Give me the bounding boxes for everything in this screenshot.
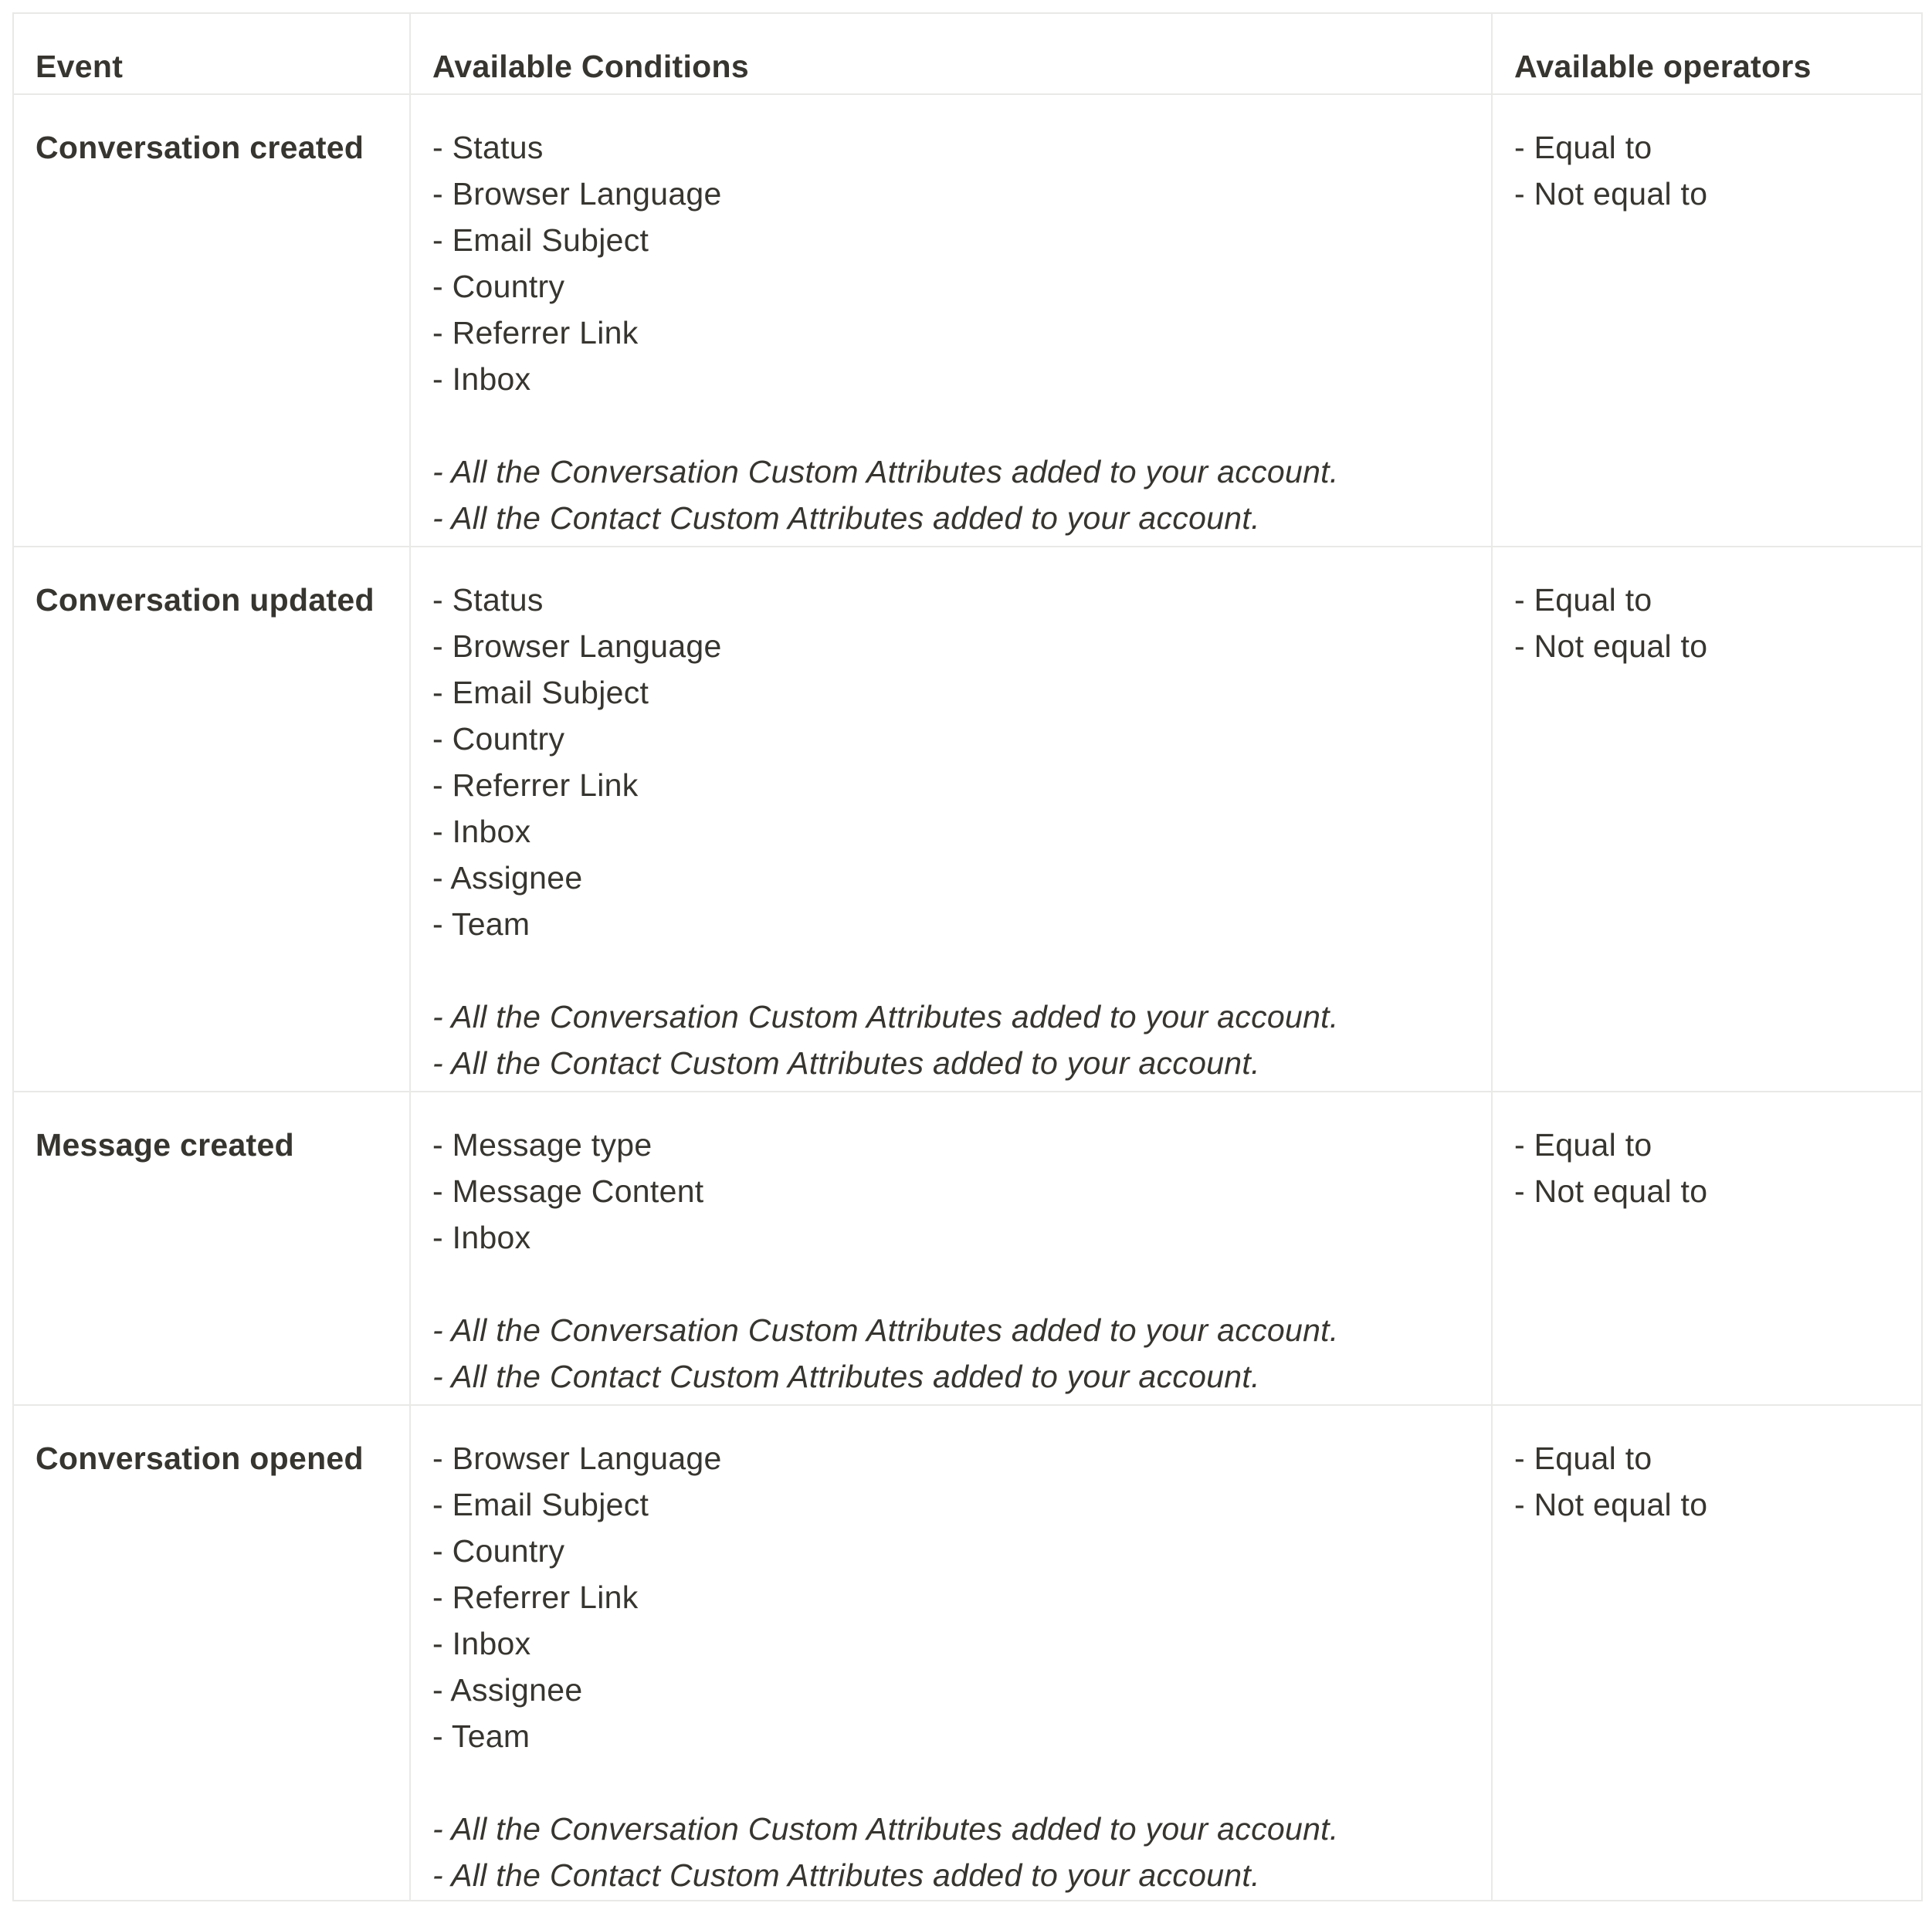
event-cell: Conversation created [14, 95, 411, 547]
condition-item: - Inbox [432, 361, 531, 397]
operator-item: - Equal to [1514, 1127, 1652, 1163]
automation-conditions-table [12, 12, 1923, 1901]
condition-item: - Inbox [432, 1626, 531, 1661]
condition-item: - Email Subject [432, 1487, 649, 1522]
spacer [432, 402, 1469, 449]
operators-cell [1493, 1406, 1921, 1900]
condition-item: - Team [432, 1718, 530, 1754]
condition-item: - Assignee [432, 1672, 583, 1708]
condition-item: - Email Subject [432, 675, 649, 710]
condition-item: - Status [432, 130, 544, 165]
conditions-cell [411, 1406, 1493, 1900]
condition-item: - Email Subject [432, 222, 649, 258]
operator-item: - Equal to [1514, 1441, 1652, 1476]
condition-item: - Referrer Link [432, 1579, 639, 1615]
operator-item: - Equal to [1514, 130, 1652, 165]
operator-item: - Not equal to [1514, 628, 1708, 664]
condition-item: - Team [432, 906, 530, 942]
operators-cell [1493, 547, 1921, 1092]
conditions-cell [411, 547, 1493, 1092]
condition-item: - Message type [432, 1127, 652, 1163]
operators-cell [1493, 1092, 1921, 1406]
header-available-operators: Available operators [1493, 14, 1921, 95]
condition-item: - Inbox [432, 1220, 531, 1255]
custom-attribute-note: - All the Contact Custom Attributes added to your account. [432, 500, 1260, 536]
condition-item: - Browser Language [432, 1441, 722, 1476]
custom-attribute-note: - All the Conversation Custom Attributes added to your account. [432, 1811, 1339, 1847]
operator-item: - Not equal to [1514, 176, 1708, 212]
spacer [432, 947, 1469, 994]
condition-item: - Referrer Link [432, 315, 639, 350]
conditions-cell [411, 1092, 1493, 1406]
condition-item: - Country [432, 721, 565, 757]
operator-item: - Equal to [1514, 582, 1652, 618]
custom-attribute-note: - All the Contact Custom Attributes added to your account. [432, 1045, 1260, 1081]
header-available-conditions: Available Conditions [411, 14, 1493, 95]
condition-item: - Country [432, 269, 565, 304]
header-event: Event [14, 14, 411, 95]
custom-attribute-note: - All the Conversation Custom Attributes added to your account. [432, 454, 1339, 489]
event-cell: Conversation updated [14, 547, 411, 1092]
condition-item: - Browser Language [432, 176, 722, 212]
spacer [432, 1759, 1469, 1806]
condition-item: - Message Content [432, 1173, 704, 1209]
condition-item: - Country [432, 1533, 565, 1569]
operator-item: - Not equal to [1514, 1487, 1708, 1522]
condition-item: - Referrer Link [432, 767, 639, 803]
condition-item: - Assignee [432, 860, 583, 896]
conditions-cell [411, 95, 1493, 547]
operator-item: - Not equal to [1514, 1173, 1708, 1209]
condition-item: - Inbox [432, 814, 531, 849]
event-cell: Conversation opened [14, 1406, 411, 1900]
custom-attribute-note: - All the Contact Custom Attributes added to your account. [432, 1857, 1260, 1893]
operators-cell [1493, 95, 1921, 547]
custom-attribute-note: - All the Conversation Custom Attributes added to your account. [432, 1312, 1339, 1348]
spacer [432, 1261, 1469, 1307]
custom-attribute-note: - All the Conversation Custom Attributes added to your account. [432, 999, 1339, 1034]
custom-attribute-note: - All the Contact Custom Attributes added to your account. [432, 1359, 1260, 1394]
event-cell: Message created [14, 1092, 411, 1406]
condition-item: - Browser Language [432, 628, 722, 664]
condition-item: - Status [432, 582, 544, 618]
